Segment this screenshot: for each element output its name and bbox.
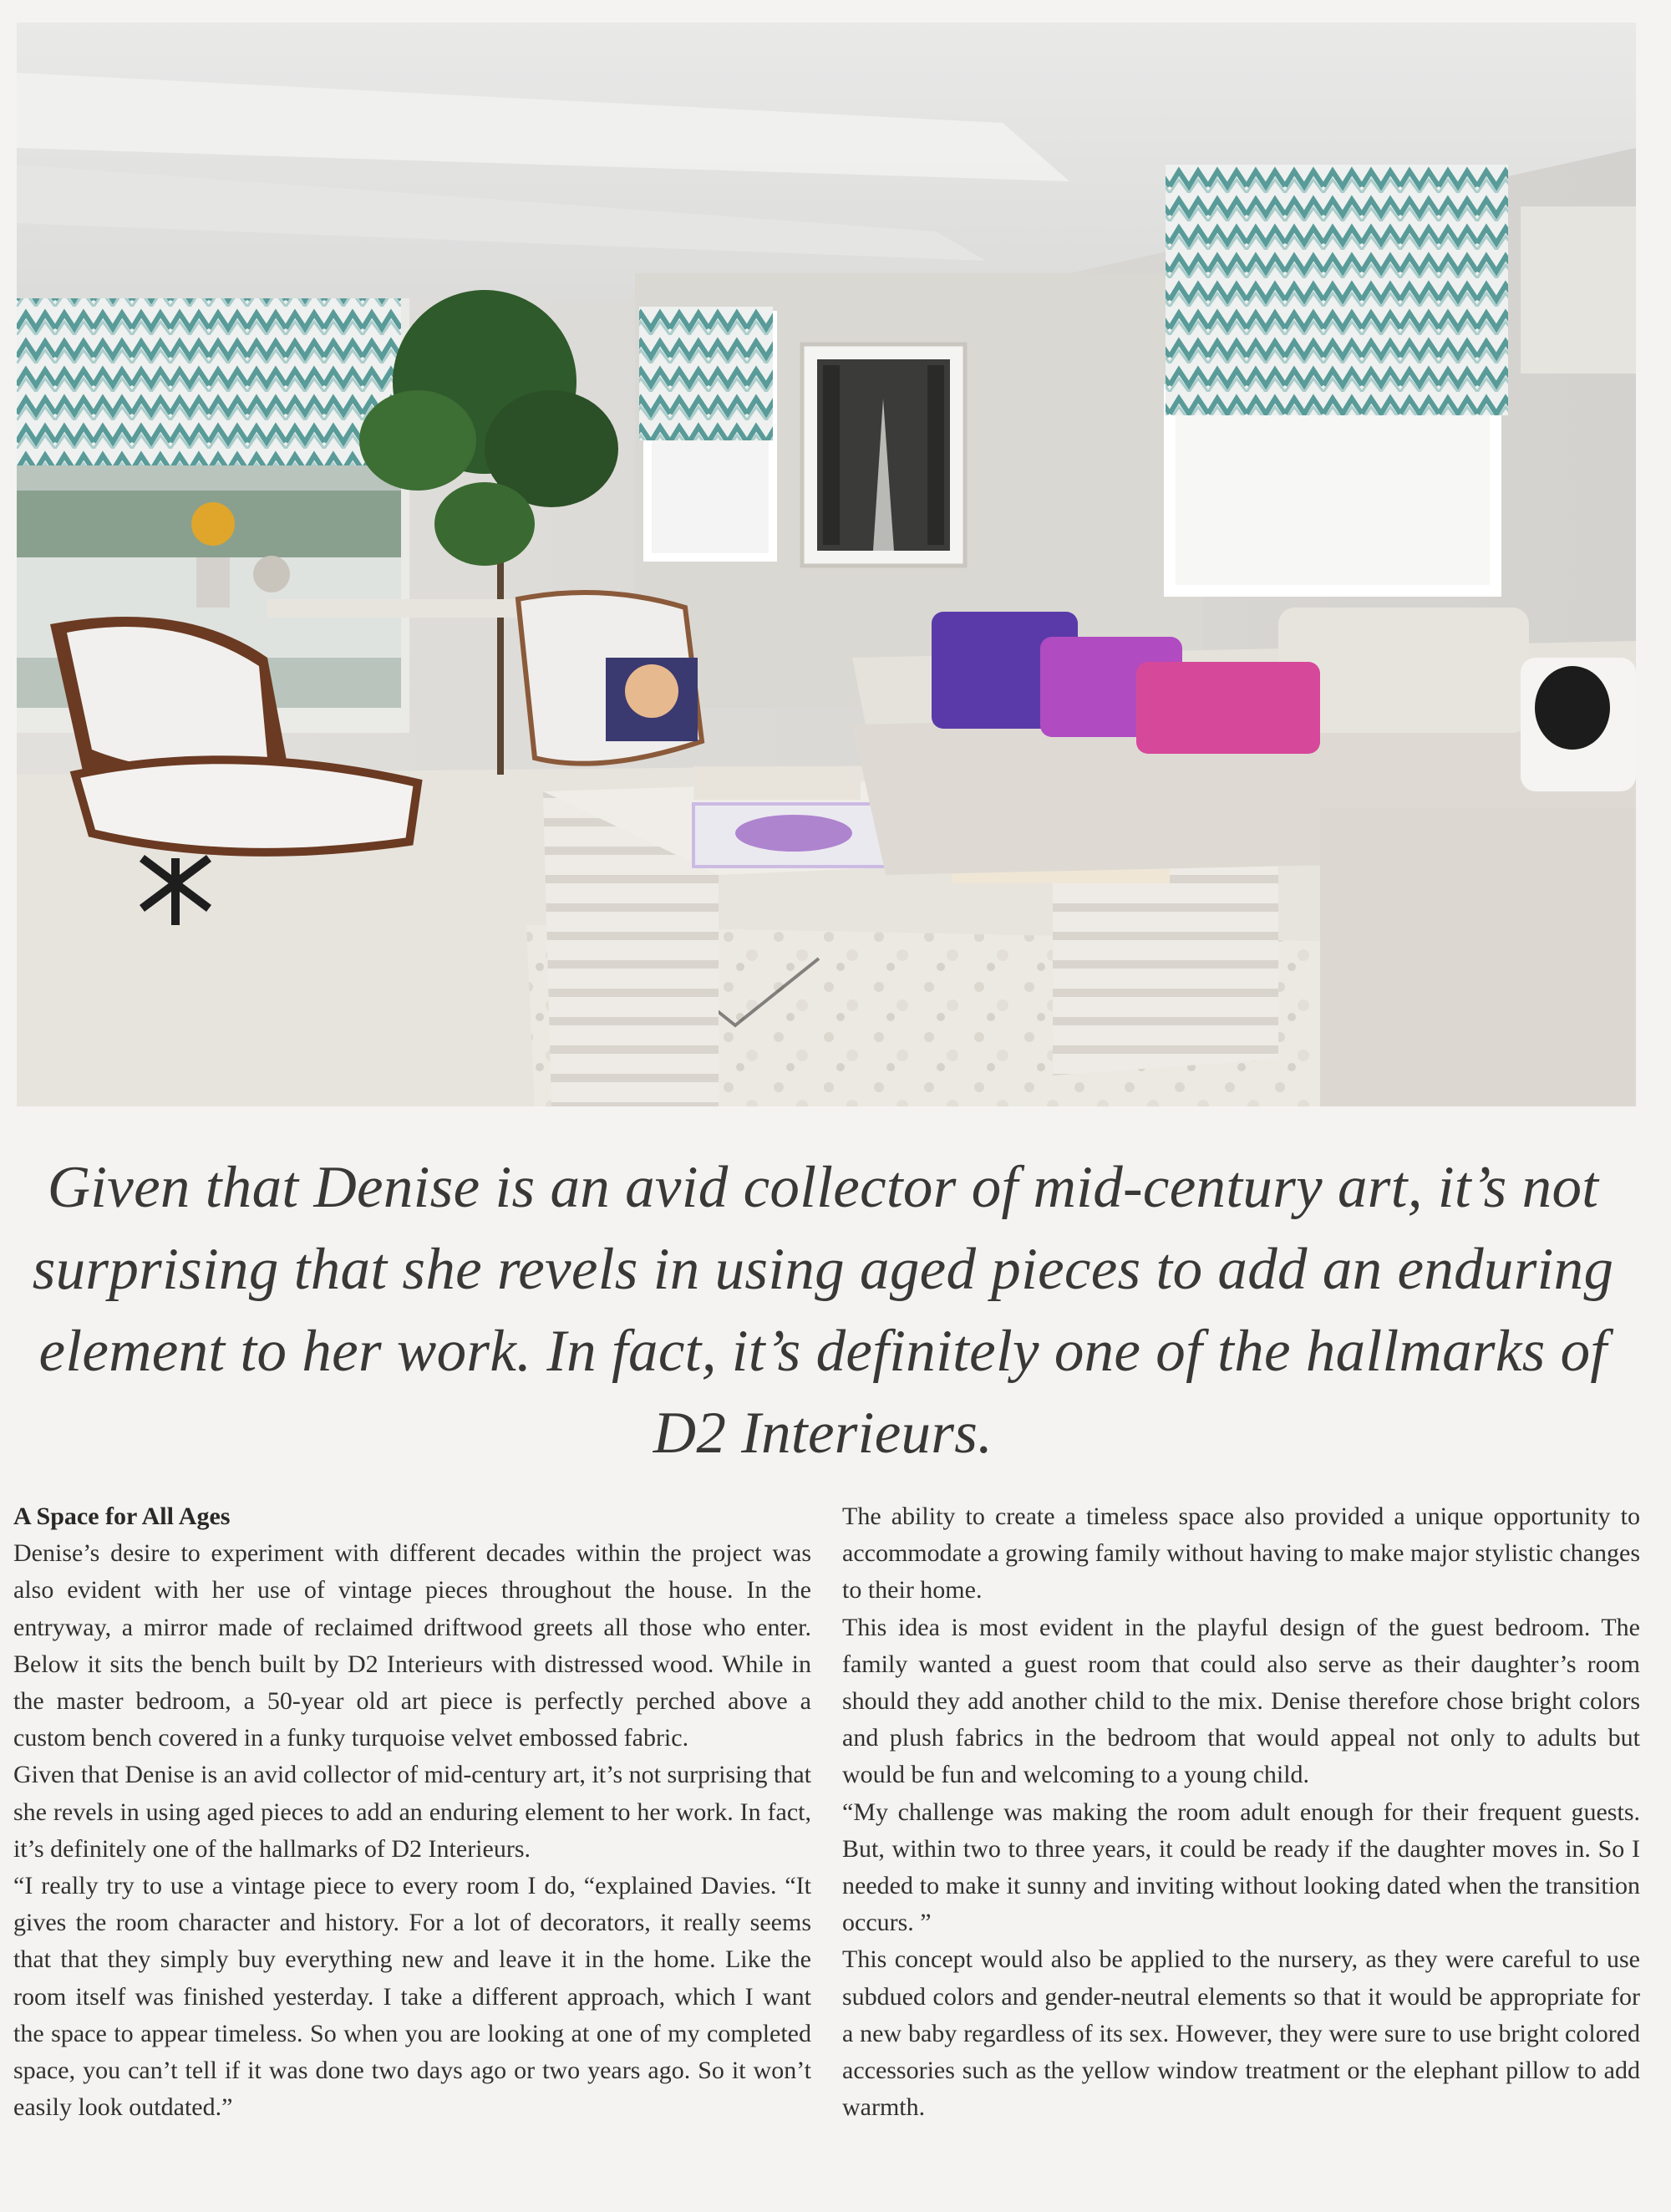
article-column-left <box>13 1498 811 2126</box>
living-room-photo <box>17 23 1636 1106</box>
pull-quote: Given that Denise is an avid collector of mid-century art, it’s not surprising that she revels in using aged pieces to add an enduring element to her work. In fact, it’s definitely one of the hallmarks of D2 Interieurs. <box>32 1155 1614 1466</box>
article-paragraph: “My challenge was making the room adult enough for their frequent guests. But, within two to three years, it could be ready if the daughter moves in. So I needed to make it sunny and inviting without looking dated when the transition occurs. ” <box>842 1798 1640 1937</box>
article-paragraph: This concept would also be applied to the nursery, as they were careful to use subdued colors and gender-neutral elements so that it would be appropriate for a new baby regardless of its sex. However, they were sure to use bright colored accessories such as the yellow window treatment or the elephant pillow to add warmth. <box>842 1945 1640 2122</box>
article-paragraph: The ability to create a timeless space also provided a unique opportunity to accommodate a growing family without having to make major stylistic changes to their home. <box>842 1503 1640 1604</box>
article-paragraph: “I really try to use a vintage piece to every room I do, “explained Davies. “It gives the room character and history. For a lot of decorators, it really seems that that they simply buy everything new and leave it in the home. Like the room itself was finished yesterday. I take a different approach, which I want the space to appear timeless. So when you are looking at one of my completed space, you can’t tell if it was done two days ago or two years ago. So it won’t easily look outdated.” <box>13 1872 811 2122</box>
article-paragraph: This idea is most evident in the playful design of the guest bedroom. The family wanted a guest room that could also serve as their daughter’s room should they add another child to the mix. Denise therefore chose bright colors and plush fabrics in the bedroom that would appeal not only to adults but would be fun and welcoming to a young child. <box>842 1613 1640 1789</box>
section-subhead: A Space for All Ages <box>13 1503 231 1530</box>
article-paragraph: Denise’s desire to experiment with different decades within the project was also evident with her use of vintage pieces throughout the house. In the entryway, a mirror made of reclaimed driftwood greets all those who enter. Below it sits the bench built by D2 Interieurs with distressed wood. While in the master bedroom, a 50-year old art piece is perfectly perched above a custom bench covered in a funky turquoise velvet embossed fabric. <box>13 1539 811 1752</box>
article-paragraph: Given that Denise is an avid collector of mid-century art, it’s not surprising that she revels in using aged pieces to add an enduring element to her work. In fact, it’s definitely one of the hallmarks of D2 Interieurs. <box>13 1761 811 1863</box>
article-column-right <box>842 1498 1640 2126</box>
